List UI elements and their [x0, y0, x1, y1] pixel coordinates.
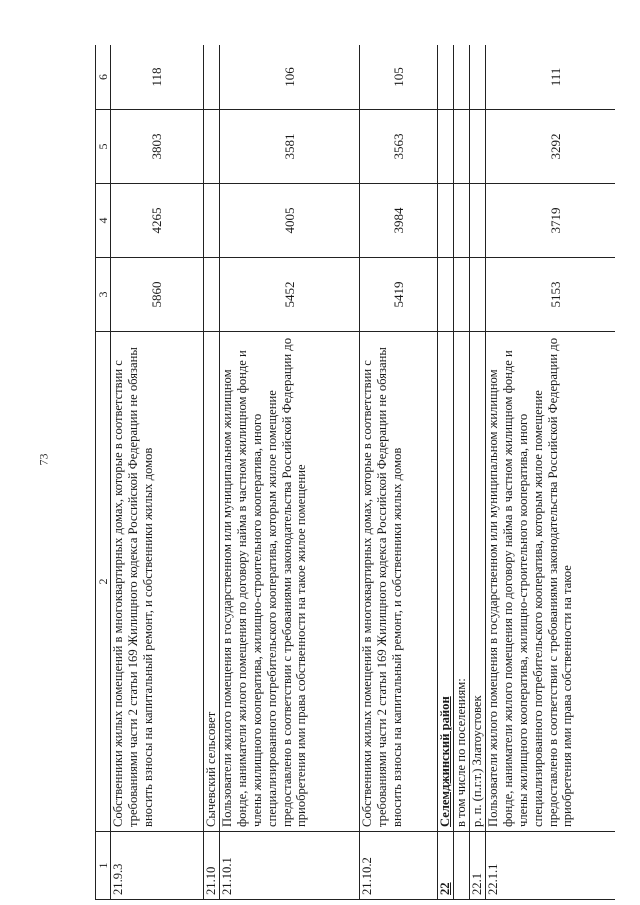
value-cell	[438, 258, 454, 332]
row-code: 21.10.1	[220, 832, 360, 900]
value-cell	[454, 110, 470, 184]
column-number: 4	[96, 184, 111, 258]
value-cell: 105	[360, 45, 438, 110]
row-description: Пользователи жилого помещения в государственном или муниципальном жилищном фонде, наниматели жилого помещения по договору найма в частном жилищном фонде и члены жилищного кооператива, жилищно-строительного кооператива, иного специализированного потребительского кооператива, которым жилое помещение предоставлено в соответствии с требованиями законодательства Российской Федерации до приобретения ими права собственности на такое жилое помещение	[220, 332, 360, 832]
table-row	[220, 45, 360, 900]
table-row	[360, 45, 438, 900]
value-cell: 3803	[111, 110, 204, 184]
value-cell	[470, 110, 486, 184]
rotated-table-area	[95, 45, 615, 900]
page-number: 73	[36, 453, 51, 466]
row-code: 21.10.2	[360, 832, 438, 900]
value-cell: 118	[111, 45, 204, 110]
value-cell	[454, 45, 470, 110]
column-number: 6	[96, 45, 111, 110]
value-cell: 4265	[111, 184, 204, 258]
column-number-row	[96, 45, 111, 900]
row-description: в том числе по поселениям:	[454, 332, 470, 832]
row-description: Пользователи жилого помещения в государственном или муниципальном жилищном фонде, наниматели жилого помещения по договору найма в частном жилищном фонде и члены жилищного кооператива, жилищно-строительного кооператива, иного специализированного потребительского кооператива, которым жилое помещение предоставлено в соответствии с требованиями законодательства Российской Федерации до приобретения ими права собственности на такое	[486, 332, 615, 832]
column-number: 3	[96, 258, 111, 332]
row-description: Сычевский сельсовет	[204, 332, 220, 832]
row-description: Собственники жилых помещений в многоквартирных домах, которые в соответствии с требованиями части 2 статьи 169 Жилищного кодекса Российской Федерации не обязаны вносить взносы на капитальный ремонт, и собственники жилых домов	[111, 332, 204, 832]
value-cell	[438, 45, 454, 110]
value-cell	[454, 258, 470, 332]
value-cell: 3292	[486, 110, 615, 184]
value-cell: 3563	[360, 110, 438, 184]
table-row	[470, 45, 486, 900]
district-heading: Селемджинский район	[438, 332, 454, 832]
value-cell: 5452	[220, 258, 360, 332]
row-code: 22.1.1	[486, 832, 615, 900]
value-cell: 111	[486, 45, 615, 110]
row-description: Собственники жилых помещений в многоквартирных домах, которые в соответствии с требованиями части 2 статьи 169 Жилищного кодекса Российской Федерации не обязаны вносить взносы на капитальный ремонт, и собственники жилых домов	[360, 332, 438, 832]
row-code: 22	[438, 832, 454, 900]
rotated-table-frame	[95, 45, 615, 900]
column-number: 5	[96, 110, 111, 184]
value-cell	[438, 110, 454, 184]
row-code	[454, 832, 470, 900]
value-cell	[204, 258, 220, 332]
value-cell: 3984	[360, 184, 438, 258]
value-cell: 5860	[111, 258, 204, 332]
table-row	[454, 45, 470, 900]
column-number: 2	[96, 332, 111, 832]
row-code: 21.10	[204, 832, 220, 900]
value-cell: 3719	[486, 184, 615, 258]
value-cell	[204, 184, 220, 258]
value-cell	[454, 184, 470, 258]
value-cell: 3581	[220, 110, 360, 184]
table-row	[438, 45, 454, 900]
column-number: 1	[96, 832, 111, 900]
table-row	[204, 45, 220, 900]
value-cell: 106	[220, 45, 360, 110]
tariff-table	[95, 45, 615, 900]
value-cell	[470, 258, 486, 332]
row-description: р. п. (п.г.т.) Златоустовек	[470, 332, 486, 832]
value-cell	[204, 110, 220, 184]
value-cell	[470, 184, 486, 258]
row-code: 21.9.3	[111, 832, 204, 900]
value-cell: 5419	[360, 258, 438, 332]
value-cell: 5153	[486, 258, 615, 332]
table-row	[486, 45, 615, 900]
value-cell	[470, 45, 486, 110]
value-cell	[204, 45, 220, 110]
value-cell: 4005	[220, 184, 360, 258]
table-row	[111, 45, 204, 900]
row-code: 22.1	[470, 832, 486, 900]
value-cell	[438, 184, 454, 258]
